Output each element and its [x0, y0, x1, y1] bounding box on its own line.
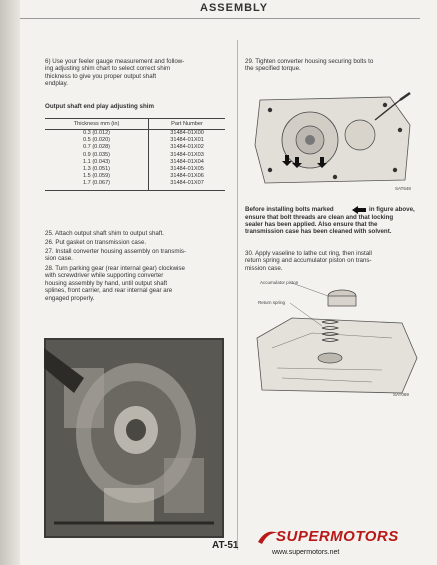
shim-table-header-part: Part Number	[149, 119, 225, 130]
step-30: 30. Apply vaseline to lathe cut ring, then install return spring and accumulator piston on trans- mission case.	[245, 250, 372, 272]
shim-part-number-cell: 31484-01X05	[149, 166, 225, 173]
shim-thickness-cell: 1.5 (0.059)	[82, 173, 111, 180]
note-suffix: in figure above,	[369, 206, 415, 213]
converter-housing-diagram	[250, 85, 420, 195]
header-rule	[20, 18, 420, 19]
shim-part-number-cell: 31484-01X04	[149, 159, 225, 166]
shim-part-number-cell: 31484-01X00	[149, 130, 225, 138]
binder-edge	[0, 0, 20, 565]
shim-table-row	[45, 144, 225, 151]
shim-table-row	[45, 152, 225, 159]
step-6: 6) Use your feeler gauge measurement and follow- ing adjusting shim chart to select correct shim thickness to give you proper output shaft endplay.	[45, 58, 185, 88]
page-header-title: ASSEMBLY	[200, 2, 269, 14]
step-27: 27. Install converter housing assembly on transmis- sion case.	[45, 248, 187, 263]
shim-part-number-cell: 31484-01X07	[149, 180, 225, 190]
shim-table-header-thickness: Thickness mm (in)	[45, 119, 149, 130]
shim-thickness-cell: 1.3 (0.051)	[82, 166, 111, 173]
fig2-code: SAT069	[393, 392, 409, 397]
shim-thickness-cell: 0.5 (0.020)	[82, 137, 111, 144]
shim-table	[45, 118, 225, 191]
fig1-code: SAT648	[395, 186, 411, 191]
shim-table-body	[45, 130, 225, 191]
shim-table-row	[45, 159, 225, 166]
shim-part-number-cell: 31484-01X06	[149, 173, 225, 180]
shim-thickness-cell: 0.9 (0.035)	[82, 151, 111, 158]
transmission-case-photo	[44, 338, 224, 538]
column-divider	[237, 40, 238, 550]
supermotors-watermark	[258, 528, 418, 562]
step-25: 25. Attach output shaft shim to output shaft.	[45, 230, 165, 237]
step-29: 29. Tighten converter housing securing bolts to the specified torque.	[245, 58, 374, 73]
fig2-label-piston: Accumulator piston	[260, 280, 299, 285]
fig2-label-spring: Return spring	[258, 300, 286, 305]
swoosh-icon	[258, 530, 278, 546]
shim-table-row	[45, 173, 225, 180]
accumulator-diagram	[252, 278, 420, 398]
shim-thickness-cell: 1.7 (0.067)	[45, 180, 149, 190]
watermark-brand: SUPERMOTORS	[276, 528, 399, 545]
step-26: 26. Put gasket on transmission case.	[45, 239, 147, 246]
shim-part-number-cell: 31484-01X03	[149, 152, 225, 159]
shim-thickness-cell: 1.1 (0.043)	[82, 158, 111, 165]
shim-table-row	[45, 137, 225, 144]
shim-table-title: Output shaft end play adjusting shim	[45, 103, 154, 110]
shim-table-row	[45, 180, 225, 190]
watermark-url: www.supermotors.net	[272, 549, 340, 556]
shim-thickness-cell: 0.3 (0.012)	[82, 130, 111, 136]
shim-part-number-cell: 31484-01X01	[149, 137, 225, 144]
shim-table-row	[45, 166, 225, 173]
shim-thickness-cell: 0.7 (0.028)	[82, 144, 111, 151]
step-28: 28. Turn parking gear (rear internal gear) clockwise with screwdriver while supporting converter housing assembly by hand, until output shaft splines, front carrier, and rear internal gear are engaged properly.	[45, 265, 185, 302]
page-number: AT-51	[212, 540, 239, 551]
shim-table-row	[45, 130, 225, 138]
shim-part-number-cell: 31484-01X02	[149, 144, 225, 151]
note-prefix: Before installing bolts marked	[245, 206, 334, 213]
note-body: ensure that bolt threads are clean and that locking sealer has been applied. Also ensure that the transmission case has been cleaned with solvent.	[245, 213, 394, 236]
